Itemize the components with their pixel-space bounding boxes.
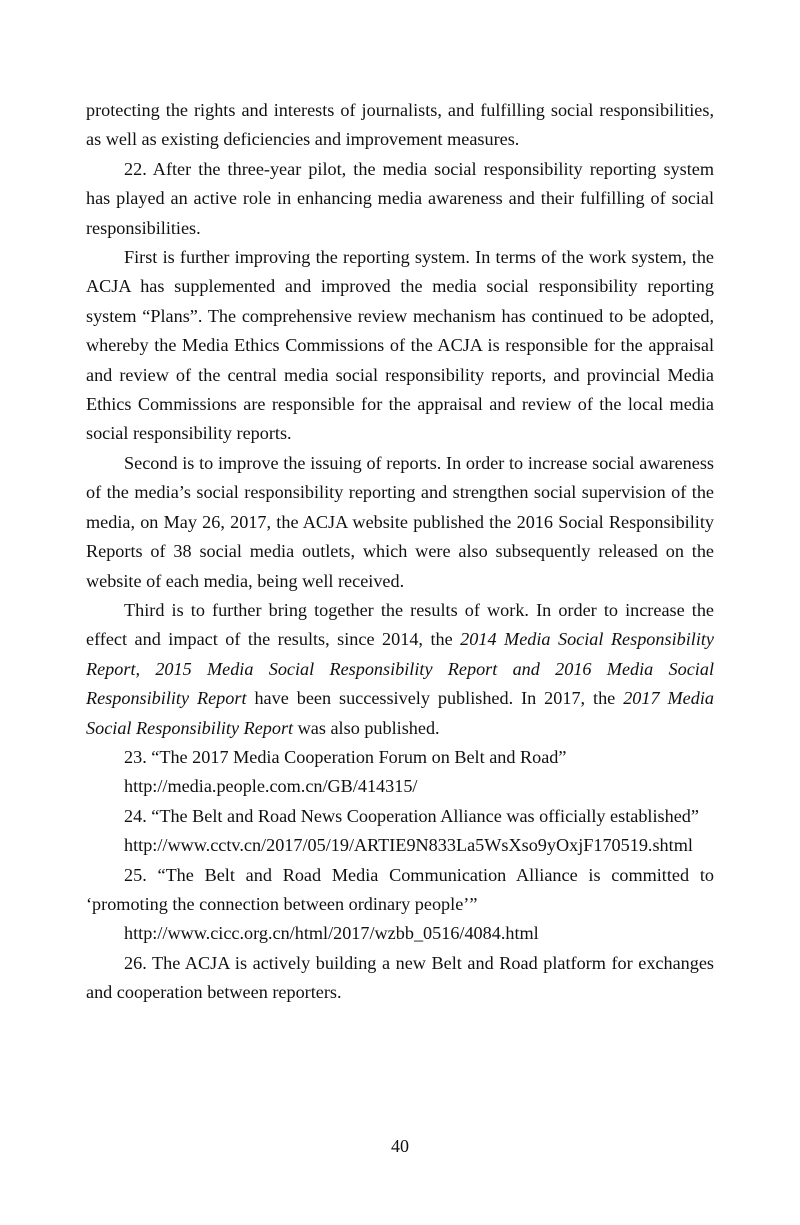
page-number: 40 xyxy=(391,1136,409,1156)
paragraph-note-26: 26. The ACJA is actively building a new Belt and Road platform for exchanges and cooperation between reporters. xyxy=(86,952,714,1003)
paragraph-note-25: 25. “The Belt and Road Media Communication Alliance is committed to ‘promoting the connection between ordinary people’” xyxy=(86,864,714,914)
paragraph-note-22: 22. After the three-year pilot, the media social responsibility reporting system has played an active role in enhancing media awareness and their fulfilling of social responsibilities. xyxy=(86,158,714,238)
paragraph-third xyxy=(86,596,714,743)
link-note-24[interactable]: http://www.cctv.cn/2017/05/19/ARTIE9N833La5WsXso9yOxjF170519.shtml xyxy=(124,835,693,856)
paragraph-third-text-2: have been successively published. In 2017, the xyxy=(246,688,624,709)
paragraph-third-text-3: was also published. xyxy=(293,717,440,738)
paragraph-note-24: 24. “The Belt and Road News Cooperation Alliance was officially established” xyxy=(124,805,699,826)
paragraph-third-text-1: Third is to further bring together the results of work. In order to increase the effect and impact of the results, since 2014, the xyxy=(86,599,714,650)
paragraph-note-23: 23. “The 2017 Media Cooperation Forum on Belt and Road” xyxy=(124,746,567,767)
link-note-23[interactable]: http://media.people.com.cn/GB/414315/ xyxy=(124,776,418,797)
paragraph-second: Second is to improve the issuing of reports. In order to increase social awareness of the media’s social responsibility reporting and strengthen social supervision of the media, on May 26, 2017, the ACJA website published the 2016 Social Responsibility Reports of 38 social media outlets, which were also subsequently released on the website of each media, being well received. xyxy=(86,452,714,591)
report-title-2017-italic: 2017 Media Social Responsibility Report xyxy=(86,688,714,738)
paragraph-continuation: protecting the rights and interests of journalists, and fulfilling social responsibilities, as well as existing deficiencies and improvement measures. xyxy=(86,100,714,150)
link-note-25[interactable]: http://www.cicc.org.cn/html/2017/wzbb_0516/4084.html xyxy=(124,923,539,944)
paragraph-first: First is further improving the reporting system. In terms of the work system, the ACJA has supplemented and improved the media social responsibility reporting system “Plans”. The comprehensive review mechanism has continued to be adopted, whereby the Media Ethics Commissions of the ACJA is responsible for the appraisal and review of the central media social responsibility reports, and provincial Media Ethics Commissions are responsible for the appraisal and review of the local media social responsibility reports. xyxy=(86,247,714,444)
page-body xyxy=(86,96,714,1008)
report-titles-italic: 2014 Media Social Responsibility Report, 2015 Media Social Responsibility Report and 2016 Media Social Responsibility Report xyxy=(86,629,715,709)
